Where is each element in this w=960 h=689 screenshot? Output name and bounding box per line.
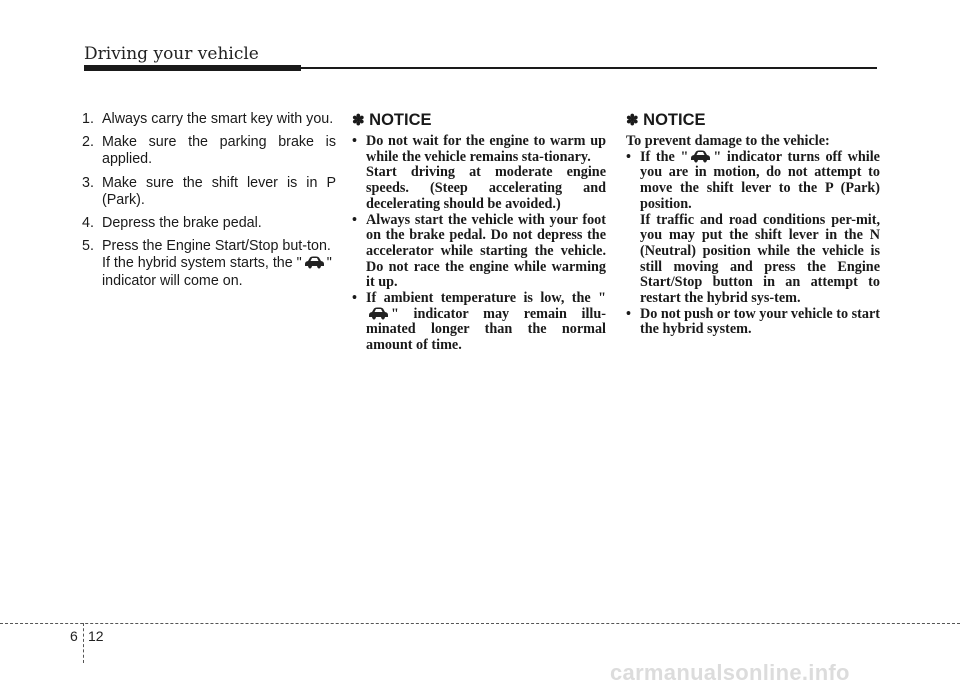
step-item: 3. Make sure the shift lever is in P (Park). — [82, 174, 336, 208]
footer-rule — [0, 623, 960, 624]
notice-heading: ✽ NOTICE — [626, 111, 706, 129]
start-steps-list — [82, 111, 336, 290]
notice-block-damage — [626, 111, 880, 338]
notice-item: • If ambient temperature is low, the "" indicator may remain illu-minated longer than the normal amount of time. — [352, 290, 606, 354]
notice-item: • If the " " indicator turns off while you are in motion, do not attempt to move the shift lever to the P (Park) position. If traffic and road conditions per-mit, you may put the shift lever in the N (Neutral) position while the vehicle is still moving and press the Engine Start/Stop button in an attempt to restart the hybrid sys-tem. — [626, 148, 880, 307]
notice-star-icon: ✽ — [626, 112, 639, 129]
footer-divider — [83, 623, 84, 663]
notice-star-icon: ✽ — [352, 112, 365, 129]
notice-intro: To prevent damage to the vehicle: — [626, 133, 830, 149]
header-rule-accent — [84, 65, 301, 71]
page-number: 12 — [88, 628, 104, 644]
notice-heading: ✽ NOTICE — [352, 111, 432, 129]
step-item: 4. Depress the brake pedal. — [82, 215, 262, 232]
chapter-number: 6 — [70, 628, 78, 644]
notice-list — [352, 134, 606, 354]
car-ready-icon — [304, 256, 325, 269]
step-item: 1. Always carry the smart key with you. — [82, 111, 334, 127]
notice-block-warmup — [352, 111, 606, 354]
step-item: 5. Press the Engine Start/Stop but-ton. If the hybrid system starts, the " " indicator will come on. — [82, 238, 332, 289]
car-ready-icon — [690, 150, 711, 163]
watermark: carmanualsonline.info — [610, 660, 850, 685]
notice-list — [626, 150, 880, 338]
start-procedure-column — [82, 111, 336, 296]
notice-item: • Do not wait for the engine to warm up while the vehicle remains sta-tionary. Start driving at moderate engine speeds. (Steep accelerating and decelerating should be avoided.) — [352, 133, 606, 212]
page-header-title: Driving your vehicle — [84, 44, 259, 64]
notice-item: • Always start the vehicle with your foot on the brake pedal. Do not depress the accelerator while starting the vehicle. Do not race the engine while warming it up. — [352, 211, 606, 291]
notice-item: • Do not push or tow your vehicle to start the hybrid system. — [626, 305, 880, 338]
car-ready-icon — [368, 307, 389, 320]
step-item: 2. Make sure the parking brake is applied. — [82, 134, 336, 168]
